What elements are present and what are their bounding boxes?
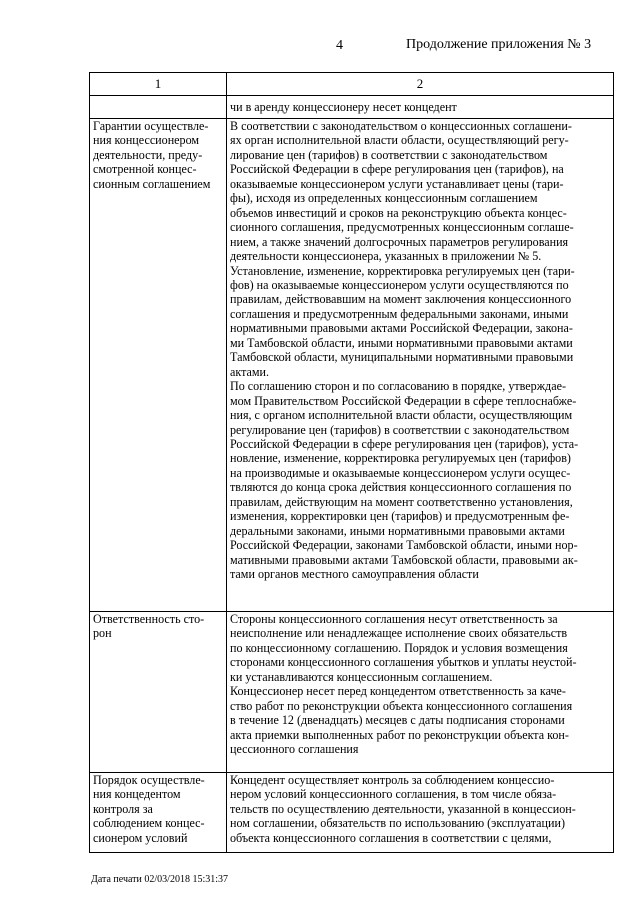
row-label-line: смотренной концес- [93, 162, 197, 177]
row-label [90, 612, 227, 773]
row-label-line: ния концедентом [93, 787, 181, 802]
row-text-line: фов) на оказываемые концессионером услуги осуществляются по [230, 277, 569, 292]
row-text-line: по концессионному соглашению. Порядок и условия возмещения [230, 640, 568, 655]
row-text [227, 612, 614, 773]
column-header-2: 2 [227, 73, 614, 96]
row-text-line: ном соглашении, обязательств по использованию (эксплуатации) [230, 816, 565, 831]
table-row [90, 119, 614, 612]
row-label [90, 119, 227, 612]
appendix-continuation-note: Продолжение приложения № 3 [406, 37, 592, 52]
table-row [90, 773, 614, 853]
row-text-line: в течение 12 (двенадцать) месяцев с даты подписания сторонами [230, 713, 565, 728]
row-text-line: объемов инвестиций и сроков на реконструкцию объекта концес- [230, 205, 567, 220]
row-text [227, 773, 614, 853]
row-text-line: Концедент осуществляет контроль за соблюдением концессио- [230, 773, 555, 787]
row-label-line: рон [93, 626, 112, 641]
row-text-line: твляются до конца срока действия концессионного соглашения по [230, 480, 572, 495]
row-text-line: мом Правительством Российской Федерации в сфере теплоснабже- [230, 393, 577, 408]
row-text-line: неисполнение или ненадлежащее исполнение своих обязательств [230, 626, 568, 641]
row-text-line: регулирование цен (тарифов) в соответствии с законодательством [230, 422, 570, 437]
row-label-line: контроля за [93, 801, 153, 816]
row-text-line: правилам, действующим на момент соответственно установления, [230, 494, 573, 509]
row-text-line: ях орган исполнительной власти области, осуществляющий регу- [230, 133, 569, 148]
row-label [90, 773, 227, 853]
row-text-line: сторонами концессионного соглашения убытков и уплаты неустой- [230, 655, 577, 670]
column-header-row [90, 73, 614, 96]
row-text-line: Российской Федерации, законами Тамбовской области, иными нор- [230, 538, 578, 553]
row-label-line: сионером условий [93, 830, 188, 845]
row-text-line: тельств по осуществлению деятельности, указанной в концессион- [230, 801, 576, 816]
row-text-line: правилам, действовавшим на момент заключения концессионного [230, 292, 572, 307]
row-text-line: нием, а также значений долгосрочных параметров регулирования [230, 234, 569, 249]
row-text-line: оказываемые концессионером услуги устанавливает цены (тари- [230, 176, 564, 191]
row-text-line: изменения, корректировки цен (тарифов) и предусмотренным фе- [230, 509, 570, 524]
row-label-line: ния концессионером [93, 133, 200, 148]
continuation-label-cell [90, 96, 227, 119]
continuation-row [90, 96, 614, 119]
row-label-line: деятельности, преду- [93, 147, 203, 162]
row-text-line: Российской Федерации в сфере регулирования цен (тарифов), уста- [230, 436, 579, 451]
row-text-line: деятельности концессионера, указанных в приложении № 5. [230, 249, 542, 264]
row-text-line: ния, с органом исполнительной власти области, осуществляющим [230, 408, 573, 423]
row-text-line: Концессионер несет перед концедентом ответственность за каче- [230, 684, 566, 699]
row-text-line: тами органов местного самоуправления области [230, 567, 479, 582]
page-number: 4 [336, 38, 343, 53]
row-label-line: соблюдением концес- [93, 816, 205, 831]
row-text-line: Стороны концессионного соглашения несут ответственность за [230, 612, 558, 626]
row-label-line: Порядок осуществле- [93, 773, 205, 787]
row-text-line: цессионного соглашения [230, 742, 359, 757]
print-date-footer: Дата печати 02/03/2018 15:31:37 [91, 874, 229, 885]
row-text-line: лирование цен (тарифов) в соответствии с законодательством [230, 147, 548, 162]
row-text-line: объекта концессионного соглашения в соответствии с целями, [230, 830, 552, 845]
row-label-line: Гарантии осуществле- [93, 119, 209, 133]
row-text-line: Российской Федерации в сфере регулирования цен (тарифов), на [230, 162, 564, 177]
row-text-line: ки устанавливаются концессионным соглашением. [230, 669, 493, 684]
row-text-line: соглашения и предусмотренным федеральными законами, иными [230, 306, 569, 321]
table-row [90, 612, 614, 773]
row-text-line: мативными правовыми актами Тамбовской области, правовыми ак- [230, 552, 578, 567]
row-text-line: фы), исходя из определенных концессионным соглашением [230, 191, 538, 206]
row-text-line: нормативными правовыми актами Российской Федерации, законa- [230, 321, 573, 336]
row-text-line: новление, изменение, корректировка регулируемых цен (тарифов) [230, 451, 571, 466]
column-header-1: 1 [90, 73, 227, 96]
row-label-line: сионным соглашением [93, 176, 211, 191]
row-text-line: ство работ по реконструкции объекта концессионного соглашения [230, 698, 573, 713]
row-text-line: нером условий концессионного соглашения, в том числе обяза- [230, 787, 557, 802]
concession-terms-table [89, 72, 614, 853]
row-text [227, 119, 614, 612]
row-text-line: сионного соглашения, предусмотренных концессионным соглаше- [230, 220, 574, 235]
row-text-line: В соответствии с законодательством о концессионных соглашени- [230, 119, 572, 133]
row-text-line: Установление, изменение, корректировка регулируемых цен (тари- [230, 263, 575, 278]
row-text-line: акта приемки выполненных работ по реконструкции объекта кон- [230, 727, 569, 742]
row-text-line: на производимые и оказываемые концессионером услуги осущес- [230, 465, 571, 480]
row-text-line: деральными законами, иными нормативными правовыми актами [230, 523, 565, 538]
row-text-line: ми Тамбовской области, иными нормативными правовыми актами [230, 335, 573, 350]
row-text-line: По соглашению сторон и по согласованию в порядке, утверждае- [230, 379, 566, 394]
row-label-line: Ответственность сто- [93, 612, 205, 626]
continuation-text: чи в аренду концессионеру несет концедент [227, 96, 614, 119]
row-text-line: актами. [230, 364, 270, 379]
row-text-line: Тамбовской области, муниципальными нормативными правовыми [230, 350, 574, 365]
